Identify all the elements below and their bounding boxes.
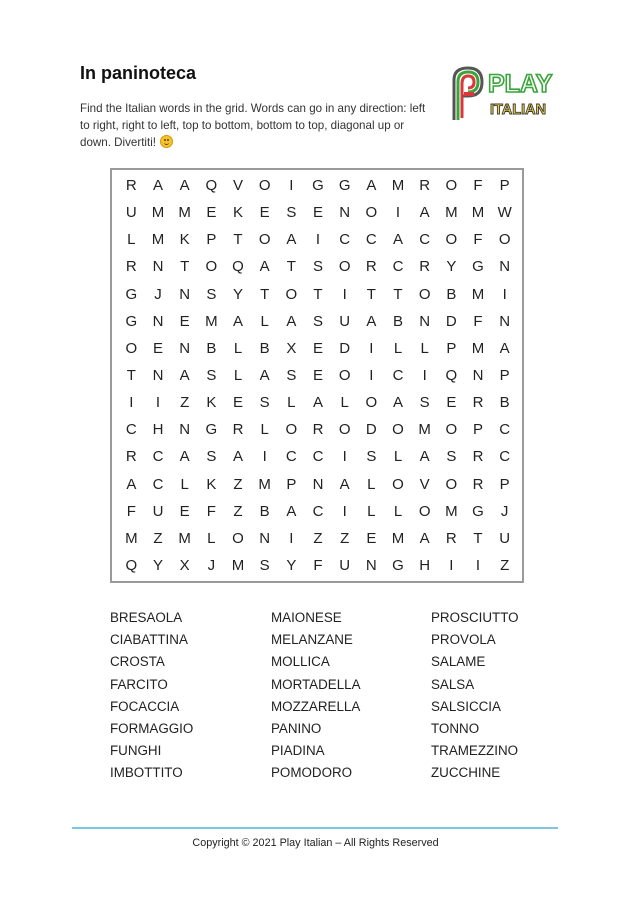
grid-cell: A — [419, 529, 430, 547]
grid-cell: O — [445, 177, 458, 195]
grid-cell: U — [499, 529, 511, 547]
grid-cell: L — [393, 502, 403, 520]
grid-cell: P — [446, 339, 457, 357]
grid-cell: B — [392, 312, 403, 330]
grid-cell: S — [312, 258, 323, 276]
grid-cell: I — [369, 339, 374, 357]
grid-cell: A — [366, 177, 377, 195]
word-list-item: CIABATTINA — [110, 632, 188, 648]
grid-cell: I — [342, 502, 347, 520]
grid-cell: L — [420, 339, 429, 357]
grid-cell: Q — [232, 258, 244, 276]
grid-cell: N — [339, 204, 351, 222]
grid-cell: A — [232, 448, 243, 466]
grid-cell: A — [499, 339, 510, 357]
grid-cell: C — [125, 421, 137, 439]
grid-cell: J — [207, 556, 216, 574]
grid-cell: M — [178, 204, 191, 222]
grid-cell: C — [312, 448, 324, 466]
grid-cell: L — [233, 339, 243, 357]
grid-cell: L — [393, 448, 403, 466]
grid-cell: S — [206, 366, 217, 384]
grid-cell: K — [179, 231, 190, 249]
grid-cell: O — [365, 394, 378, 412]
grid-cell: I — [449, 556, 454, 574]
grid-cell: E — [446, 394, 457, 412]
grid-cell: F — [126, 502, 136, 520]
page-title: In paninoteca — [80, 63, 197, 83]
grid-cell: I — [369, 366, 374, 384]
grid-cell: W — [497, 204, 512, 222]
grid-cell: M — [391, 529, 405, 547]
grid-cell: A — [419, 204, 430, 222]
grid-cell: T — [473, 529, 483, 547]
grid-cell: T — [366, 285, 376, 303]
word-list-column-2 — [271, 607, 361, 785]
word-list-item: SALAME — [431, 654, 486, 670]
word-list-item: PROSCIUTTO — [431, 610, 519, 625]
grid-cell: M — [445, 204, 458, 222]
grid-cell: Z — [153, 529, 163, 547]
grid-cell: C — [152, 475, 164, 493]
grid-cell: V — [232, 177, 243, 195]
word-list-column-1 — [110, 607, 193, 785]
grid-cell: L — [367, 475, 376, 493]
grid-cell: A — [152, 177, 163, 195]
word-list-item: PANINO — [271, 720, 322, 736]
word-list-column-3 — [431, 607, 519, 785]
grid-cell: S — [419, 394, 430, 412]
grid-cell: Y — [232, 285, 243, 303]
grid-cell: J — [154, 285, 162, 303]
grid-cell: L — [260, 312, 269, 330]
play-italian-logo — [444, 62, 564, 124]
grid-cell: K — [232, 204, 243, 222]
grid-cell: D — [445, 312, 457, 330]
word-list-item: IMBOTTITO — [110, 765, 183, 781]
grid-cell: N — [419, 312, 431, 330]
grid-cell: E — [179, 502, 190, 520]
grid-cell: E — [152, 339, 163, 357]
grid-cell: O — [285, 285, 298, 303]
grid-cell: G — [392, 556, 404, 574]
grid-cell: R — [472, 475, 484, 493]
grid-cell: O — [232, 529, 244, 547]
grid-cell: N — [152, 258, 164, 276]
grid-cell: A — [312, 394, 323, 412]
grid-cell: I — [289, 177, 294, 195]
grid-cell: H — [152, 421, 164, 439]
grid-cell: G — [338, 177, 351, 195]
grid-cell: O — [258, 231, 271, 249]
grid-cell: A — [126, 475, 137, 493]
grid-cell: C — [499, 421, 511, 439]
grid-cell: M — [231, 556, 245, 574]
grid-cell: B — [206, 339, 217, 357]
grid-cell: Z — [313, 529, 323, 547]
grid-cell: N — [365, 556, 377, 574]
smiley-icon — [160, 135, 173, 148]
grid-cell: M — [125, 529, 138, 547]
grid-cell: O — [338, 366, 351, 384]
grid-cell: O — [258, 177, 271, 195]
logo-play-text: PLAY — [488, 70, 553, 98]
grid-cell: H — [419, 556, 431, 574]
grid-cell: C — [365, 231, 377, 249]
word-list-item: TRAMEZZINO — [431, 743, 519, 759]
grid-cell: O — [445, 231, 458, 249]
grid-cell: L — [207, 529, 216, 547]
grid-cell: L — [340, 394, 349, 412]
grid-cell: R — [312, 421, 324, 439]
grid-cell: O — [392, 421, 404, 439]
grid-cell: O — [285, 421, 298, 439]
grid-cell: J — [500, 502, 509, 520]
grid-cell: N — [179, 339, 191, 357]
grid-cell: V — [419, 475, 430, 493]
grid-cell: I — [315, 231, 321, 249]
grid-cell: S — [286, 204, 297, 222]
grid-cell: B — [259, 502, 270, 520]
grid-cell: L — [180, 475, 189, 493]
word-list-item: MELANZANE — [271, 632, 353, 648]
grid-cell: F — [473, 177, 483, 195]
word-list-item: FORMAGGIO — [110, 720, 194, 736]
word-list-item: MORTADELLA — [271, 676, 361, 692]
grid-cell: U — [339, 556, 351, 574]
grid-cell: L — [287, 394, 296, 412]
grid-cell: Y — [152, 556, 163, 574]
grid-cell: E — [259, 204, 270, 222]
grid-cell: T — [286, 258, 296, 276]
grid-cell: C — [339, 231, 351, 249]
grid-cell: A — [286, 312, 297, 330]
grid-cell: L — [233, 366, 243, 384]
grid-cell: T — [126, 366, 136, 384]
grid-cell: Y — [286, 556, 297, 574]
grid-cell: A — [366, 312, 377, 330]
grid-cell: M — [445, 502, 458, 520]
grid-cell: A — [419, 448, 430, 466]
grid-cell: C — [392, 258, 404, 276]
grid-cell: P — [499, 475, 510, 493]
grid-cell: M — [471, 285, 485, 303]
instructions — [80, 100, 430, 151]
grid-cell: A — [259, 366, 270, 384]
word-list-item: CROSTA — [110, 654, 165, 670]
grid-cell: X — [179, 556, 190, 574]
grid-cell: U — [339, 312, 351, 330]
word-list-item: MOZZARELLA — [271, 698, 361, 714]
grid-cell: G — [125, 285, 138, 303]
grid-cell: O — [205, 258, 218, 276]
grid-cell: F — [473, 312, 483, 330]
grid-cell: R — [125, 177, 137, 195]
grid-cell: M — [151, 231, 165, 249]
word-search-grid — [110, 168, 524, 583]
grid-cell: P — [499, 366, 510, 384]
grid-cell: P — [472, 421, 483, 439]
grid-cell: A — [392, 231, 403, 249]
grid-cell: A — [179, 448, 190, 466]
word-list-item: POMODORO — [271, 765, 353, 781]
grid-cell: A — [179, 177, 190, 195]
grid-cell: M — [258, 475, 271, 493]
grid-cell: I — [502, 285, 507, 303]
grid-cell: T — [233, 231, 243, 249]
grid-cell: Q — [125, 556, 138, 574]
grid-cell: G — [472, 258, 484, 276]
grid-cell: R — [419, 258, 431, 276]
grid-cell: O — [418, 502, 431, 520]
grid-cell: B — [259, 339, 270, 357]
grid-cell: G — [125, 312, 138, 330]
word-list-item: FUNGHI — [110, 743, 162, 759]
grid-cell: B — [499, 394, 510, 412]
grid-cell: E — [312, 339, 323, 357]
grid-cell: O — [338, 421, 351, 439]
word-list-item: FARCITO — [110, 676, 168, 692]
grid-cell: A — [232, 312, 243, 330]
grid-cell: A — [179, 366, 190, 384]
word-list-item: BRESAOLA — [110, 610, 183, 625]
grid-cell: N — [259, 529, 271, 547]
grid-cell: C — [499, 448, 511, 466]
grid-cell: M — [391, 177, 405, 195]
grid-cell: O — [392, 475, 404, 493]
grid-cell: Q — [445, 366, 458, 384]
grid-cell: G — [205, 421, 218, 439]
grid-cell: S — [286, 366, 297, 384]
footer-divider — [72, 827, 558, 829]
grid-cell: R — [125, 448, 137, 466]
word-list-item: ZUCCHINE — [431, 765, 501, 781]
grid-cell: M — [178, 529, 191, 547]
grid-cell: I — [342, 448, 347, 466]
grid-cell: I — [475, 556, 481, 574]
grid-cell: L — [393, 339, 403, 357]
grid-cell: N — [152, 312, 164, 330]
grid-cell: Q — [205, 177, 218, 195]
grid-cell: N — [179, 285, 191, 303]
grid-cell: Z — [340, 529, 350, 547]
grid-cell: T — [180, 258, 190, 276]
grid-cell: I — [129, 394, 134, 412]
grid-cell: G — [472, 502, 484, 520]
grid-cell: X — [286, 339, 297, 357]
grid-cell: Z — [180, 394, 190, 412]
grid-cell: A — [339, 475, 350, 493]
grid-cell: T — [260, 285, 270, 303]
word-list-item: MOLLICA — [271, 654, 330, 670]
grid-cell: Z — [233, 475, 243, 493]
grid-cell: K — [206, 394, 217, 412]
logo-italian-text: ITALIAN — [490, 102, 547, 118]
grid-cell: T — [393, 285, 403, 303]
grid-cell: Y — [446, 258, 457, 276]
word-list-item: MAIONESE — [271, 610, 342, 625]
grid-cell: N — [152, 366, 164, 384]
word-list-item: PROVOLA — [431, 632, 496, 648]
grid-cell: F — [313, 556, 323, 574]
grid-cell: E — [312, 204, 323, 222]
grid-cell: U — [152, 502, 164, 520]
grid-cell: P — [499, 177, 510, 195]
grid-cell: K — [206, 475, 217, 493]
grid-cell: C — [392, 366, 404, 384]
grid-cell: R — [445, 529, 457, 547]
grid-cell: E — [232, 394, 243, 412]
grid-cell: M — [471, 204, 485, 222]
grid-cell: S — [259, 556, 270, 574]
grid-cell: A — [286, 502, 297, 520]
grid-cell: O — [445, 421, 458, 439]
grid-cell: I — [262, 448, 267, 466]
grid-cell: D — [365, 421, 377, 439]
word-list-item: FOCACCIA — [110, 698, 180, 714]
grid-cell: O — [498, 231, 511, 249]
grid-cell: M — [151, 204, 165, 222]
grid-cell: N — [499, 312, 511, 330]
grid-cell: S — [366, 448, 377, 466]
grid-cell: I — [289, 529, 294, 547]
copyright-text: Copyright © 2021 Play Italian – All Rights Reserved — [192, 837, 439, 849]
grid-cell: M — [205, 312, 218, 330]
grid-cell: N — [312, 475, 324, 493]
word-list-item: PIADINA — [271, 743, 325, 759]
grid-cell: O — [445, 475, 458, 493]
grid-cell: E — [179, 312, 190, 330]
instructions-text: Find the Italian words in the grid. Words can go in any direction: left to right, right to left, top to bottom, bottom to top, diagonal up or down. Divertiti! — [80, 102, 426, 149]
grid-cell: N — [499, 258, 511, 276]
word-list-item: TONNO — [431, 720, 480, 736]
grid-cell: C — [285, 448, 297, 466]
grid-cell: T — [313, 285, 323, 303]
grid-cell: S — [446, 448, 457, 466]
grid-cell: E — [366, 529, 377, 547]
grid-cell: S — [206, 285, 217, 303]
grid-cell: C — [419, 231, 431, 249]
grid-cell: O — [365, 204, 378, 222]
grid-cell: B — [446, 285, 457, 303]
grid-cell: N — [472, 366, 484, 384]
grid-cell: R — [419, 177, 431, 195]
grid-cell: E — [312, 366, 323, 384]
grid-cell: Z — [500, 556, 510, 574]
grid-cell: Z — [233, 502, 243, 520]
grid-cell: P — [286, 475, 297, 493]
grid-cell: S — [206, 448, 217, 466]
grid-cell: P — [206, 231, 217, 249]
grid-cell: R — [125, 258, 137, 276]
grid-cell: S — [312, 312, 323, 330]
grid-cell: C — [312, 502, 324, 520]
grid-cell: F — [473, 231, 483, 249]
grid-cell: O — [125, 339, 138, 357]
grid-cell: C — [152, 448, 164, 466]
grid-cell: N — [179, 421, 191, 439]
grid-cell: A — [259, 258, 270, 276]
grid-cell: R — [232, 421, 244, 439]
grid-cell: E — [206, 204, 217, 222]
grid-cell: S — [259, 394, 270, 412]
grid-cell: R — [472, 394, 484, 412]
grid-cell: G — [312, 177, 324, 195]
grid-cell: D — [339, 339, 351, 357]
grid-cell: A — [286, 231, 297, 249]
grid-cell: F — [206, 502, 216, 520]
grid-cell: M — [418, 421, 431, 439]
grid-cell: O — [418, 285, 431, 303]
grid-cell: L — [367, 502, 376, 520]
grid-cell: I — [395, 204, 401, 222]
grid-cell: I — [155, 394, 161, 412]
grid-cell: I — [422, 366, 427, 384]
grid-cell: L — [260, 421, 269, 439]
grid-cell: I — [342, 285, 347, 303]
grid-cell: R — [365, 258, 377, 276]
grid-cell: M — [471, 339, 485, 357]
grid-cell: A — [392, 394, 403, 412]
word-list-item: SALSICCIA — [431, 698, 501, 714]
grid-cell: O — [338, 258, 351, 276]
word-list-item: SALSA — [431, 676, 475, 692]
grid-cell: U — [125, 204, 137, 222]
grid-cell: R — [472, 448, 484, 466]
grid-cell: L — [127, 231, 136, 249]
